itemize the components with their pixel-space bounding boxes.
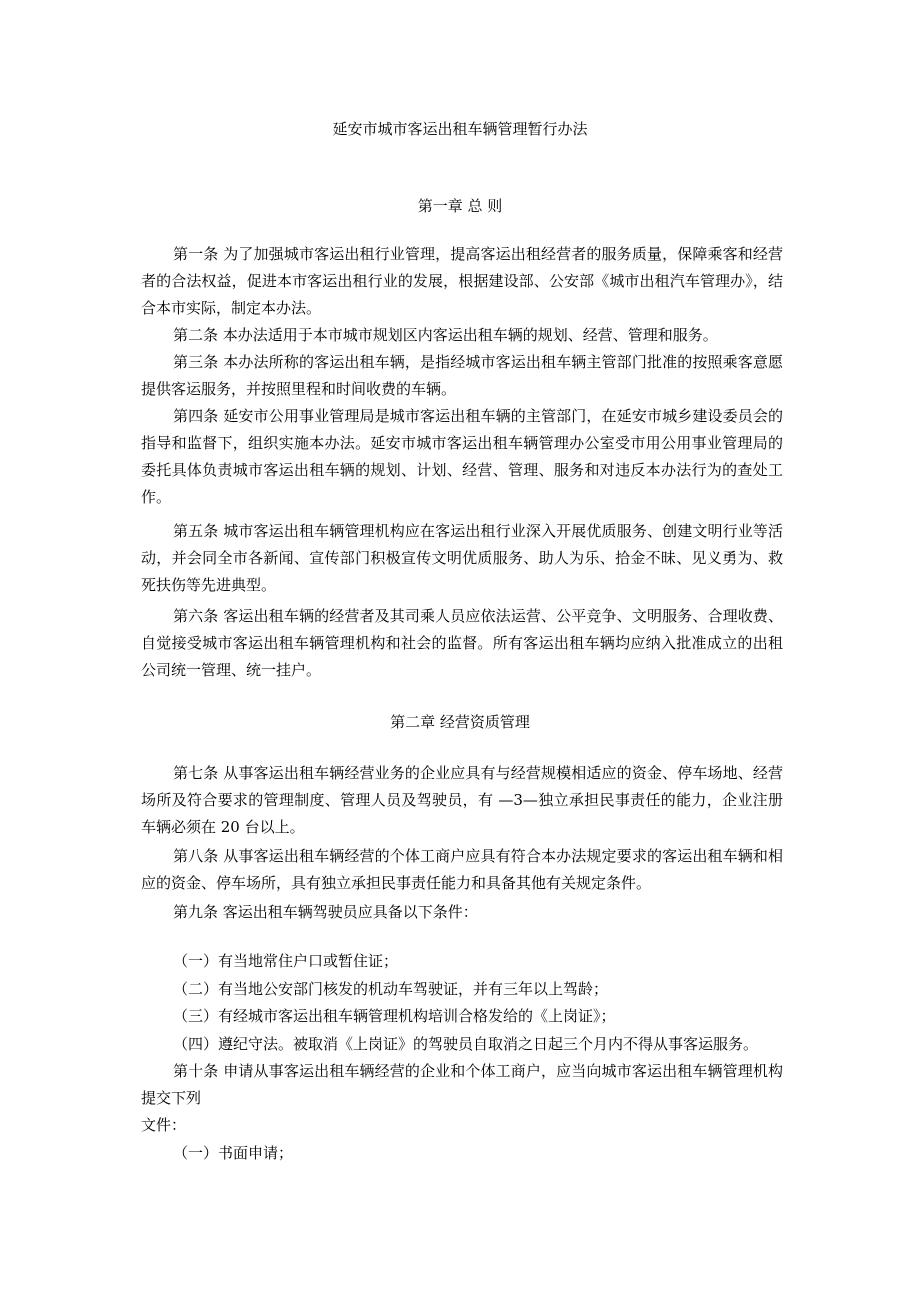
condition-item: （一）有当地常住户口或暂住证； (173, 952, 399, 970)
article-2: 第二条 本办法适用于本市城市规划区内客运出租车辆的规划、经营、管理和服务。 (173, 326, 718, 344)
article-4: 第四条 延安市公用事业管理局是城市客运出租车辆的主管部门，在延安市城乡建设委员会的指导和监督下，组织实施本办法。延安市城市客运出租车辆管理办公室受市用公用事业管理局的委托具体负责城市客运出租车辆的规划、计划、经营、管理、服务和对违反本办法行为的查处工作。 (141, 407, 783, 506)
article-8: 第八条 从事客运出租车辆经营的个体工商户应具有符合本办法规定要求的客运出租车辆和相应的资金、停车场所，具有独立承担民事责任能力和具备其他有关规定条件。 (141, 847, 783, 892)
document-item: （一）书面申请； (173, 1144, 294, 1162)
article-1: 第一条 为了加强城市客运出租行业管理，提高客运出租经营者的服务质量，保障乘客和经营者的合法权益，促进本市客运出租行业的发展，根据建设部、公安部《城市出租汽车管理办》，结合本市实际，制定本办法。 (141, 245, 783, 317)
document-title: 延安市城市客运出租车辆管理暂行办法 (332, 120, 588, 138)
article-9: 第九条 客运出租车辆驾驶员应具备以下条件： (173, 903, 478, 921)
article-3: 第三条 本办法所称的客运出租车辆，是指经城市客运出租车辆主管部门批准的按照乘客意愿提供客运服务，并按照里程和时间收费的车辆。 (141, 353, 783, 398)
article-5: 第五条 城市客运出租车辆管理机构应在客运出租行业深入开展优质服务、创建文明行业等活动，并会同全市各新闻、宣传部门积极宣传文明优质服务、助人为乐、拾金不昧、见义勇为、救死扶伤等先进典型。 (141, 522, 783, 594)
chapter-1-heading: 第一章 总 则 (417, 197, 503, 215)
chapter-2-heading: 第二章 经营资质管理 (390, 713, 530, 731)
condition-item: （三）有经城市客运出租车辆管理机构培训合格发给的《上岗证》； (173, 1007, 616, 1025)
condition-item: （四）遵纪守法。被取消《上岗证》的驾驶员自取消之日起三个月内不得从事客运服务。 (173, 1035, 759, 1053)
article-6: 第六条 客运出租车辆的经营者及其司乘人员应依法运营、公平竞争、文明服务、合理收费、自觉接受城市客运出租车辆管理机构和社会的监督。所有客运出租车辆均应纳入批准成立的出租公司统一管理、统一挂户。 (141, 607, 783, 679)
article-10-continuation: 文件： (141, 1116, 187, 1134)
article-7: 第七条 从事客运出租车辆经营业务的企业应具有与经营规模相适应的资金、停车场地、经营场所及符合要求的管理制度、管理人员及驾驶员，有 —3—独立承担民事责任的能力，企业注册车辆必须在 20 台以上。 (141, 764, 783, 836)
condition-item: （二）有当地公安部门核发的机动车驾驶证，并有三年以上驾龄； (173, 980, 609, 998)
article-10: 第十条 申请从事客运出租车辆经营的企业和个体工商户，应当向城市客运出租车辆管理机构提交下列 (141, 1062, 783, 1107)
